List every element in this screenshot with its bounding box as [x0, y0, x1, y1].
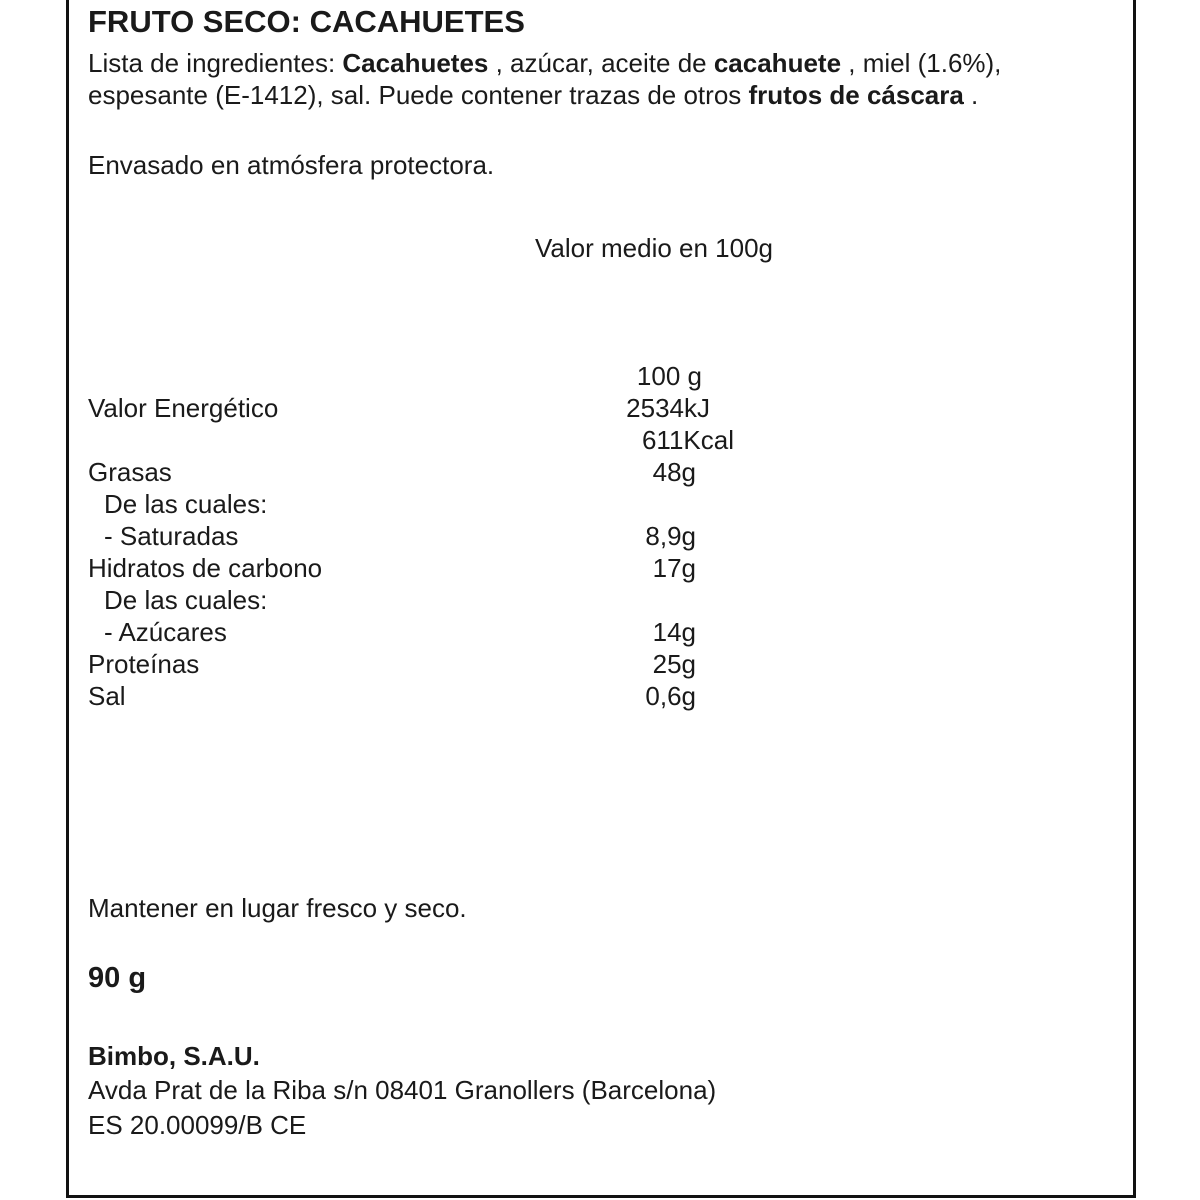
ingredients-text: . [963, 80, 979, 110]
sanitary-registry: ES 20.00099/B CE [88, 1110, 307, 1140]
nutrition-label: - Saturadas [104, 521, 239, 551]
nutrition-value: 25g [652, 649, 696, 679]
nutrition-value: 17g [652, 553, 696, 583]
packaging-note: Envasado en atmósfera protectora. [88, 150, 495, 180]
nutrition-row [0, 552, 1200, 584]
nutrition-label: Hidratos de carbono [88, 553, 323, 583]
company-name: Bimbo, S.A.U. [88, 1041, 260, 1071]
nutrition-row [0, 680, 1200, 712]
nutrition-label: Grasas [88, 457, 172, 487]
allergen-cacahuetes: Cacahuetes [342, 48, 489, 78]
nutrition-column-header: 100 g [636, 361, 702, 391]
nutrition-label: Sal [88, 681, 126, 711]
nutrition-label: De las cuales: [104, 585, 268, 615]
ingredients-text: , azúcar, aceite de [488, 48, 714, 78]
nutrition-row [0, 488, 1200, 520]
ingredients-line-1 [88, 47, 1001, 79]
company-address: Avda Prat de la Riba s/n 08401 Granollers (Barcelona) [88, 1075, 717, 1105]
product-title: FRUTO SECO: CACAHUETES [88, 4, 525, 39]
nutrition-row [0, 520, 1200, 552]
nutrition-label: Proteínas [88, 649, 200, 679]
net-weight: 90 g [88, 962, 147, 994]
ingredients-line-2 [88, 79, 978, 111]
nutrition-value-kj: 2534kJ [626, 393, 710, 423]
nutrition-label: Valor Energético [88, 393, 279, 423]
ingredients-text: espesante (E-1412), sal. Puede contener trazas de otros [88, 80, 749, 110]
nutrition-value-kcal: 611Kcal [641, 425, 734, 455]
allergen-cacahuete: cacahuete [713, 48, 842, 78]
nutrition-value: 14g [652, 617, 696, 647]
nutrition-row [0, 616, 1200, 648]
nutrition-value: 48g [652, 457, 696, 487]
storage-instructions: Mantener en lugar fresco y seco. [88, 893, 467, 923]
ingredients-text: , miel (1.6%), [841, 48, 1002, 78]
allergen-frutos-de-cascara: frutos de cáscara [748, 80, 964, 110]
nutrition-label: - Azúcares [104, 617, 227, 647]
nutrition-column-header-row [0, 360, 1200, 392]
nutrition-value: 8,9g [645, 521, 696, 551]
nutrition-value: 0,6g [645, 681, 696, 711]
nutrition-row [0, 584, 1200, 616]
nutrition-heading: Valor medio en 100g [535, 233, 774, 263]
nutrition-label: De las cuales: [104, 489, 268, 519]
ingredients-label: Lista de ingredientes: [88, 48, 336, 78]
nutrition-row [0, 456, 1200, 488]
nutrition-row-energy [0, 392, 1200, 424]
nutrition-row [0, 648, 1200, 680]
nutrition-row-energy-kcal [0, 424, 1200, 456]
